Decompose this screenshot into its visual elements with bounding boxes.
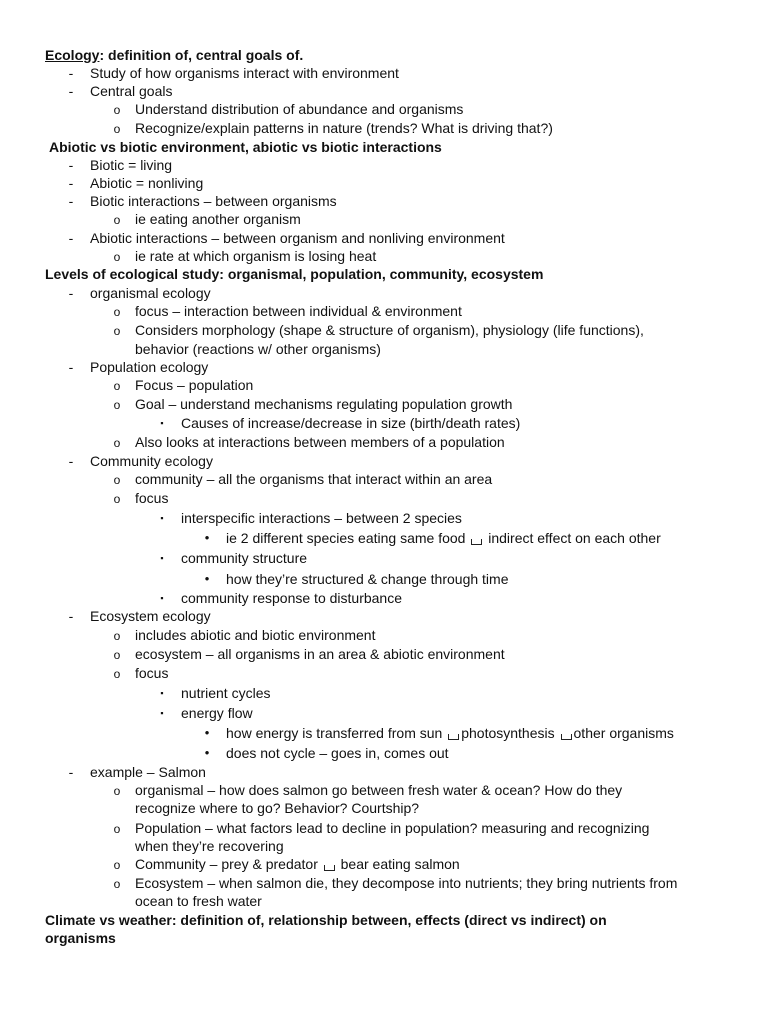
dash-bullet: - — [68, 608, 74, 624]
list-item: Ecosystem ecology — [90, 608, 211, 624]
list-item: Study of how organisms interact with environment — [90, 65, 399, 81]
list-item-text: Community – prey & predator — [135, 856, 322, 872]
dash-bullet: - — [68, 193, 74, 209]
dash-bullet: - — [68, 230, 74, 246]
circle-bullet: o — [113, 648, 121, 662]
circle-bullet: o — [113, 250, 121, 264]
dot-bullet: • — [204, 530, 210, 545]
square-bullet: ▪ — [160, 553, 164, 563]
list-item-continued: behavior (reactions w/ other organisms) — [135, 341, 381, 357]
circle-bullet: o — [113, 305, 121, 319]
list-item: energy flow — [181, 705, 253, 721]
dash-bullet: - — [68, 175, 74, 191]
list-item-text: photosynthesis — [461, 725, 559, 741]
square-bullet: ▪ — [160, 418, 164, 428]
section-heading-ecology — [45, 46, 303, 64]
section-heading-levels: Levels of ecological study: organismal, population, community, ecosystem — [45, 266, 544, 282]
list-item: Population – what factors lead to decline in population? measuring and recognizing — [135, 820, 650, 836]
square-bullet: ▪ — [160, 593, 164, 603]
list-item-continued: recognize where to go? Behavior? Courtship? — [135, 800, 420, 816]
list-item: focus — [135, 665, 169, 681]
list-item — [226, 529, 661, 547]
list-item: Recognize/explain patterns in nature (trends? What is driving that?) — [135, 120, 553, 136]
dash-bullet: - — [68, 359, 74, 375]
list-item: Biotic interactions – between organisms — [90, 193, 337, 209]
dash-bullet: - — [68, 65, 74, 81]
square-bullet: ▪ — [160, 688, 164, 698]
list-item-text: how energy is transferred from sun — [226, 725, 447, 741]
list-item: Understand distribution of abundance and organisms — [135, 101, 464, 117]
dash-bullet: - — [68, 285, 74, 301]
square-bullet: ▪ — [160, 513, 164, 523]
circle-bullet: o — [113, 436, 121, 450]
circle-bullet: o — [113, 877, 121, 891]
list-item: organismal – how does salmon go between fresh water & ocean? How do they — [135, 782, 623, 798]
circle-bullet: o — [113, 122, 121, 136]
dash-bullet: - — [68, 157, 74, 173]
arrow-icon — [471, 539, 482, 545]
list-item: community structure — [181, 550, 308, 566]
list-item: interspecific interactions – between 2 species — [181, 510, 462, 526]
dash-bullet: - — [68, 83, 74, 99]
circle-bullet: o — [113, 492, 121, 506]
arrow-icon — [561, 734, 572, 740]
list-item-text: bear eating salmon — [336, 856, 460, 872]
section-heading-abiotic-biotic: Abiotic vs biotic environment, abiotic vs biotic interactions — [49, 139, 442, 155]
list-item-text: ie 2 different species eating same food — [226, 530, 470, 546]
list-item: Causes of increase/decrease in size (birth/death rates) — [181, 415, 521, 431]
list-item — [135, 855, 460, 873]
circle-bullet: o — [113, 784, 121, 798]
arrow-icon — [448, 734, 459, 740]
list-item: focus – interaction between individual & environment — [135, 303, 462, 319]
heading-rest: : definition of, central goals of. — [99, 47, 304, 63]
list-item: nutrient cycles — [181, 685, 271, 701]
arrow-icon — [324, 865, 335, 871]
dot-bullet: • — [204, 725, 210, 740]
list-item: does not cycle – goes in, comes out — [226, 745, 449, 761]
dash-bullet: - — [68, 764, 74, 780]
list-item: community – all the organisms that interact within an area — [135, 471, 493, 487]
list-item: example – Salmon — [90, 764, 206, 780]
list-item: Ecosystem – when salmon die, they decompose into nutrients; they bring nutrients from — [135, 875, 678, 891]
heading-term: Ecology — [45, 47, 100, 63]
list-item: Abiotic interactions – between organism and nonliving environment — [90, 230, 505, 246]
circle-bullet: o — [113, 629, 121, 643]
dot-bullet: • — [204, 571, 210, 586]
list-item: ecosystem – all organisms in an area & abiotic environment — [135, 646, 505, 662]
list-item: organismal ecology — [90, 285, 211, 301]
list-item: community response to disturbance — [181, 590, 402, 606]
list-item: Central goals — [90, 83, 173, 99]
dash-bullet: - — [68, 453, 74, 469]
list-item: ie rate at which organism is losing heat — [135, 248, 377, 264]
circle-bullet: o — [113, 398, 121, 412]
list-item: Considers morphology (shape & structure of organism), physiology (life functions), — [135, 322, 644, 338]
list-item: includes abiotic and biotic environment — [135, 627, 376, 643]
circle-bullet: o — [113, 324, 121, 338]
circle-bullet: o — [113, 858, 121, 872]
circle-bullet: o — [113, 103, 121, 117]
list-item: focus — [135, 490, 169, 506]
circle-bullet: o — [113, 473, 121, 487]
square-bullet: ▪ — [160, 708, 164, 718]
section-heading-climate-continued: organisms — [45, 930, 116, 946]
list-item: Focus – population — [135, 377, 254, 393]
list-item: Biotic = living — [90, 157, 173, 173]
list-item: Abiotic = nonliving — [90, 175, 204, 191]
list-item-text: other organisms — [573, 725, 674, 741]
list-item: Goal – understand mechanisms regulating population growth — [135, 396, 513, 412]
section-heading-climate: Climate vs weather: definition of, relationship between, effects (direct vs indirect) on — [45, 912, 607, 928]
list-item: how they’re structured & change through time — [226, 571, 509, 587]
list-item: Community ecology — [90, 453, 213, 469]
list-item: Population ecology — [90, 359, 209, 375]
list-item: ie eating another organism — [135, 211, 301, 227]
list-item-text: indirect effect on each other — [484, 530, 661, 546]
dot-bullet: • — [204, 745, 210, 760]
list-item-continued: when they’re recovering — [135, 838, 284, 854]
circle-bullet: o — [113, 667, 121, 681]
circle-bullet: o — [113, 213, 121, 227]
list-item-continued: ocean to fresh water — [135, 893, 262, 909]
circle-bullet: o — [113, 379, 121, 393]
list-item — [226, 724, 674, 742]
list-item: Also looks at interactions between members of a population — [135, 434, 505, 450]
circle-bullet: o — [113, 822, 121, 836]
